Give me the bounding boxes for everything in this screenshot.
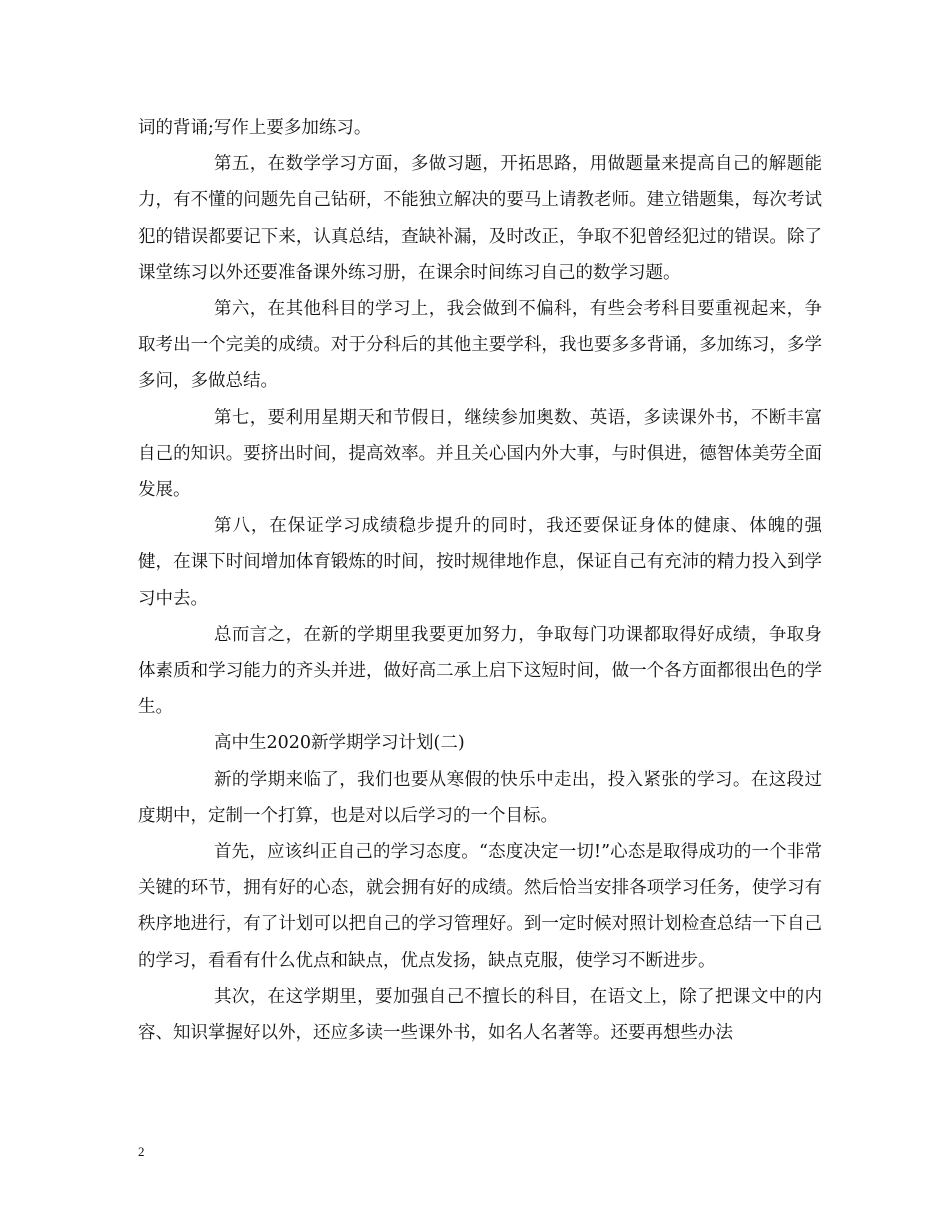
document-body <box>138 110 822 1051</box>
paragraph-continuation: 词的背诵;写作上要多加练习。 <box>138 118 372 138</box>
paragraph-attitude: 首先，应该纠正自己的学习态度。“态度决定一切!”心态是取得成功的一个非常关键的环节，拥有好的心态，就会拥有好的成绩。然后恰当安排各项学习任务，使学习有秩序地进行，有了计划可以把自己的学习管理好。到一定时候对照计划检查总结一下自己的学习，看看有什么优点和缺点，优点发扬，缺点克服，使学习不断进步。 <box>138 842 822 971</box>
paragraph-weak-subjects: 其次，在这学期里，要加强自己不擅长的科目，在语文上，除了把课文中的内容、知识掌握好以外，还应多读一些课外书，如名人名著等。还要再想些办法 <box>138 986 822 1044</box>
paragraph-eighth-health: 第八，在保证学习成绩稳步提升的同时，我还要保证身体的健康、体魄的强健，在课下时间增加体育锻炼的时间，按时规律地作息，保证自己有充沛的精力投入到学习中去。 <box>138 516 822 609</box>
page-number: 2 <box>138 1144 145 1159</box>
paragraph-conclusion: 总而言之，在新的学期里我要更加努力，争取每门功课都取得好成绩，争取身体素质和学习能力的齐头并进，做好高二承上启下这短时间，做一个各方面都很出色的学生。 <box>138 624 822 718</box>
paragraph-seventh-weekends: 第七，要利用星期天和节假日，继续参加奥数、英语，多读课外书，不断丰富自己的知识。要挤出时间，提高效率。并且关心国内外大事，与时俱进，德智体美劳全面发展。 <box>138 407 822 501</box>
paragraph-new-semester: 新的学期来临了，我们也要从寒假的快乐中走出，投入紧张的学习。在这段过度期中，定制一个打算，也是对以后学习的一个目标。 <box>138 769 822 826</box>
paragraph-sixth-other-subjects: 第六，在其他科目的学习上，我会做到不偏科，有些会考科目要重视起来，争取考出一个完美的成绩。对于分科后的其他主要学科，我也要多多背诵，多加练习，多学多问，多做总结。 <box>138 299 822 392</box>
paragraph-fifth-math: 第五，在数学学习方面，多做习题，开拓思路，用做题量来提高自己的解题能力，有不懂的问题先自己钻研，不能独立解决的要马上请教老师。建立错题集，每次考试犯的错误都要记下来，认真总结，查缺补漏，及时改正，争取不犯曾经犯过的错误。除了课堂练习以外还要准备课外练习册，在课余时间练习自己的数学习题。 <box>138 154 822 283</box>
section-heading: 高中生2020新学期学习计划(二) <box>214 733 465 754</box>
